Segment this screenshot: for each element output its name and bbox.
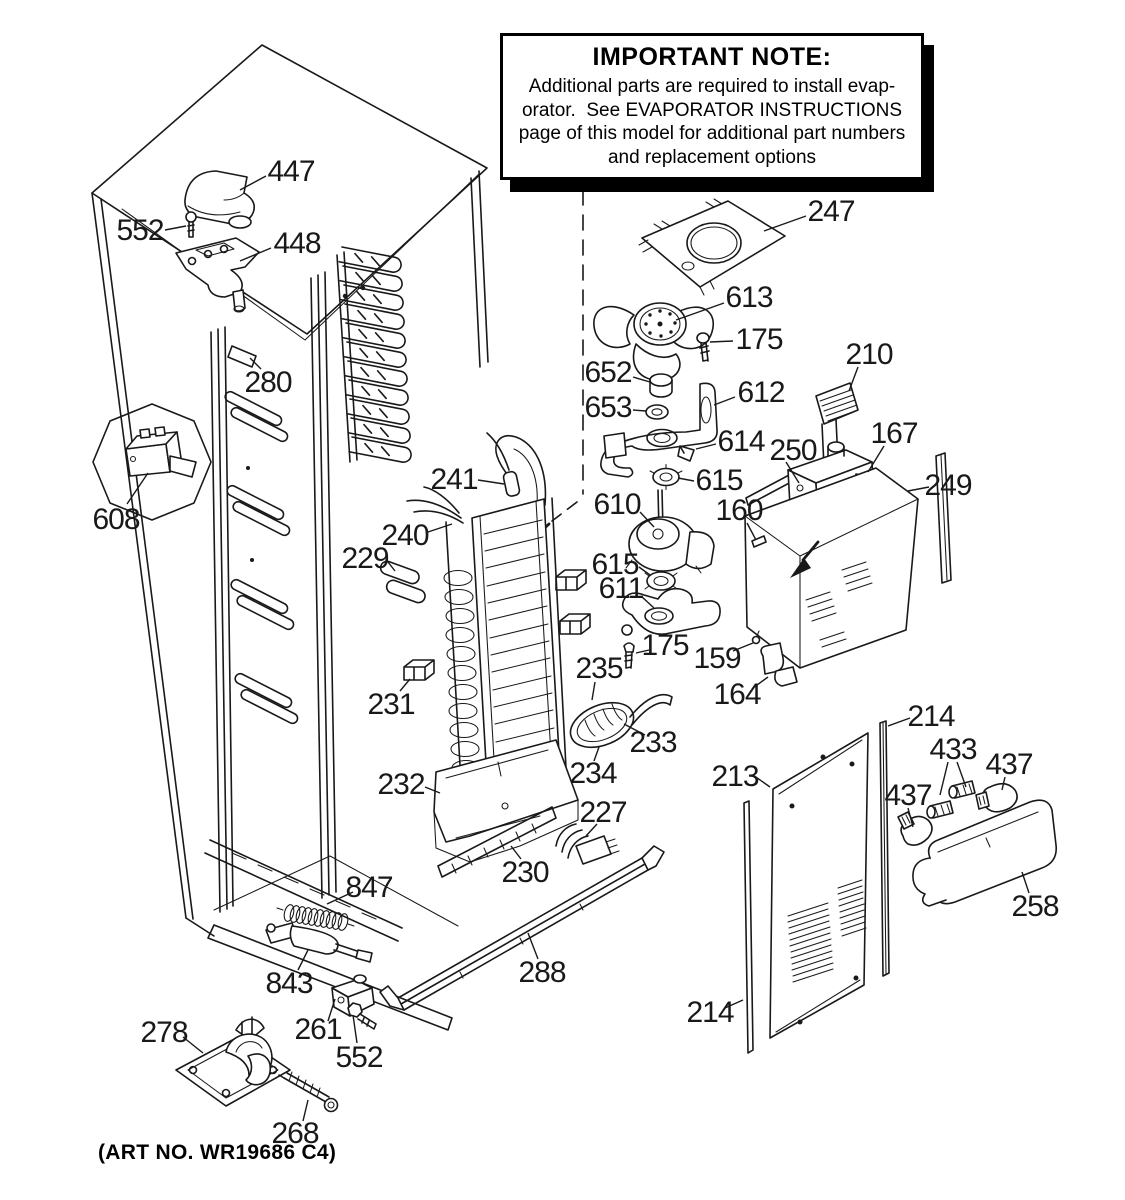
leader-line-240 (428, 524, 452, 532)
leader-line-175 (710, 341, 733, 342)
part-label-234: 234 (569, 757, 617, 790)
part-label-175: 175 (735, 323, 783, 356)
part-label-175: 175 (641, 629, 689, 662)
part-label-447: 447 (267, 155, 315, 188)
part-label-227: 227 (579, 796, 627, 829)
top-hinge-448 (176, 238, 259, 312)
cabinet-outline (92, 45, 488, 1030)
part-label-615: 615 (591, 548, 639, 581)
part-label-214: 214 (686, 996, 734, 1029)
part-label-610: 610 (593, 488, 641, 521)
hinge-screw-552 (186, 212, 196, 237)
leader-line-614 (696, 444, 716, 449)
leader-line-612 (714, 397, 735, 405)
part-label-247: 247 (807, 195, 855, 228)
part-label-612: 612 (737, 376, 785, 409)
trim-strip-214-left (744, 801, 753, 1053)
damper-843 (266, 923, 372, 962)
lamp-socket-433-a (949, 781, 975, 798)
part-label-552: 552 (335, 1041, 383, 1074)
part-label-249: 249 (924, 469, 972, 502)
part-label-614: 614 (717, 425, 765, 458)
part-label-608: 608 (92, 503, 140, 536)
note-line: orator. See EVAPORATOR INSTRUCTIONS (521, 99, 903, 121)
note-title: IMPORTANT NOTE: (592, 43, 832, 71)
part-label-433: 433 (929, 733, 977, 766)
screw-175-lower (624, 643, 634, 668)
part-label-613: 613 (725, 281, 773, 314)
part-label-210: 210 (845, 338, 893, 371)
part-label-240: 240 (381, 519, 429, 552)
part-label-278: 278 (140, 1016, 188, 1049)
grommet-614 (678, 446, 694, 461)
leader-line-653 (633, 410, 646, 411)
grommet-653 (646, 405, 668, 419)
bolt-268 (279, 1072, 338, 1112)
part-label-164: 164 (713, 678, 761, 711)
light-bulb-437-left (898, 812, 932, 845)
clip-right-upper (556, 570, 586, 590)
part-label-268: 268 (271, 1117, 319, 1150)
part-label-847: 847 (345, 871, 393, 904)
part-label-611: 611 (598, 572, 644, 605)
part-label-280: 280 (244, 366, 292, 399)
grommet-652 (650, 374, 672, 397)
leader-line-247 (764, 216, 806, 231)
back-panel-213 (770, 733, 868, 1038)
part-label-261: 261 (294, 1013, 342, 1046)
part-label-448: 448 (273, 227, 321, 260)
part-label-232: 232 (377, 768, 425, 801)
part-label-233: 233 (629, 726, 677, 759)
part-label-258: 258 (1011, 890, 1059, 923)
note-reference-dashed-line (526, 190, 583, 548)
part-label-230: 230 (501, 856, 549, 889)
part-label-213: 213 (711, 760, 759, 793)
part-label-653: 653 (584, 391, 632, 424)
leader-line-552 (165, 226, 186, 230)
bottom-hinge-278 (176, 1017, 290, 1106)
trim-strip-214-right (880, 721, 889, 976)
clip-231 (404, 660, 434, 680)
clip-280 (228, 346, 256, 367)
evaporator-housing (745, 468, 918, 668)
clip-right-lower (560, 614, 590, 634)
part-label-437: 437 (985, 748, 1033, 781)
note-line: and replacement options (607, 146, 817, 168)
note-line: page of this model for additional part numbers (518, 123, 906, 144)
leader-line-241 (478, 480, 504, 484)
part-label-241: 241 (430, 463, 478, 496)
part-label-288: 288 (518, 956, 566, 989)
art-number: (ART NO. WR19686 C4) (98, 1141, 337, 1164)
part-label-552: 552 (116, 214, 164, 247)
harness-227 (556, 824, 619, 864)
part-label-167: 167 (870, 417, 918, 450)
leader-line-433 (940, 762, 948, 795)
drain-hook-233 (630, 695, 672, 725)
part-label-160: 160 (715, 494, 763, 527)
part-label-250: 250 (769, 434, 817, 467)
important-note-box (500, 33, 924, 180)
leader-line-552 (353, 1015, 357, 1043)
note-line: Additional parts are required to install evap- (528, 76, 896, 97)
leader-line-615 (678, 478, 694, 481)
light-bulb-437-right (976, 784, 1017, 812)
part-label-437: 437 (884, 779, 932, 812)
part-label-159: 159 (693, 642, 741, 675)
part-label-214: 214 (907, 700, 955, 733)
part-label-229: 229 (341, 542, 389, 575)
condenser-coil (337, 247, 412, 463)
sensor-241 (503, 471, 521, 497)
part-label-652: 652 (584, 356, 632, 389)
part-label-615: 615 (695, 464, 743, 497)
part-label-843: 843 (265, 967, 313, 1000)
part-label-235: 235 (575, 652, 623, 685)
washer-615-upper (650, 465, 682, 490)
part-label-231: 231 (367, 688, 415, 721)
